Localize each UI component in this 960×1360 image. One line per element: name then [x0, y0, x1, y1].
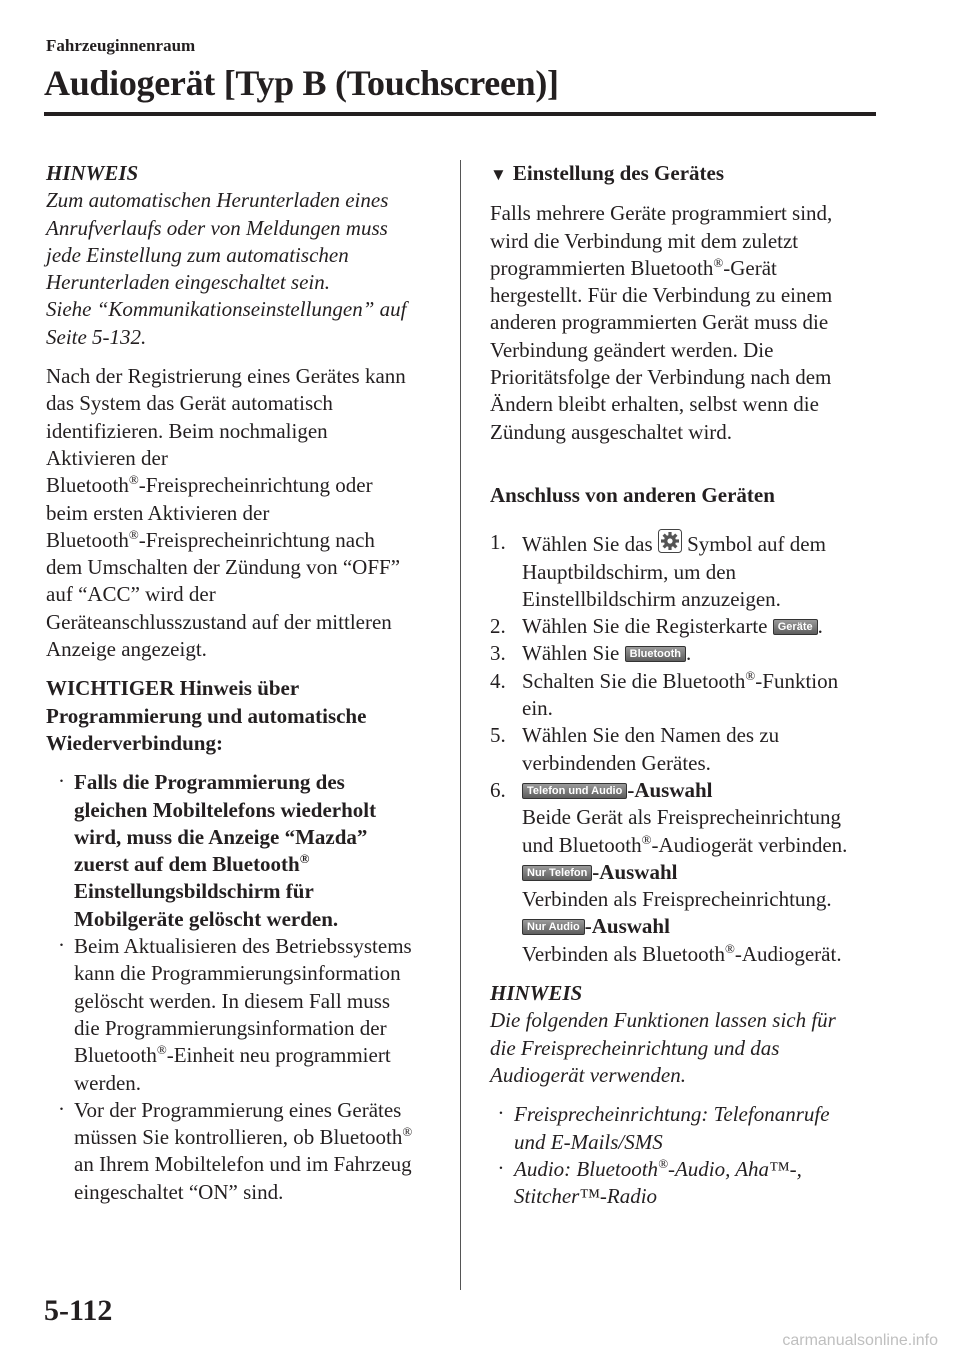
- important-heading: WICHTIGER Hinweis über Programmierung und automatische Wiederverbindung:: [46, 676, 367, 755]
- watermark: carmanualsonline.info: [782, 1332, 938, 1349]
- bullet-dot: ·: [58, 933, 65, 958]
- section-label: Fahrzeuginnenraum: [46, 36, 196, 55]
- text-line: beim ersten Aktivieren der: [46, 500, 270, 525]
- step-4: 4. Schalten Sie die Bluetooth®-Funktion ein.: [490, 667, 839, 721]
- step-3: 3. Wählen Sie Bluetooth .: [490, 641, 692, 666]
- telefon-und-audio-button: Telefon und Audio: [522, 783, 627, 799]
- step-2: 2. Wählen Sie die Registerkarte Geräte .: [490, 614, 823, 639]
- note-heading: HINWEIS: [490, 981, 583, 1006]
- note-line: jede Einstellung zum automatischen: [46, 242, 349, 267]
- text-line: das System das Gerät automatisch: [46, 391, 333, 416]
- page-number: 5-112: [44, 1294, 113, 1327]
- text-line: Geräteanschlusszustand auf der mittleren: [46, 609, 392, 634]
- note-line: Siehe “Kommunikationseinstellungen” auf: [46, 297, 407, 322]
- triangle-marker-icon: ▼: [490, 165, 507, 184]
- right-column: [490, 160, 890, 1210]
- bullet-dot: ·: [58, 1096, 65, 1121]
- step-1: 1. Wählen Sie das Symbol auf dem Hauptbildschirm, um den Einstellbildschirm anzuzeigen.: [490, 530, 826, 611]
- page-title: Audiogerät [Typ B (Touchscreen)]: [44, 63, 559, 103]
- bullet-item: · Audio: Bluetooth®-Audio, Aha™-, Stitcher™-Radio: [498, 1155, 802, 1209]
- title-rule: [44, 112, 876, 116]
- note-line: Herunterladen eingeschaltet sein.: [46, 270, 331, 295]
- text-line: dem Umschalten der Zündung von “OFF”: [46, 555, 401, 580]
- text-line: identifizieren. Beim nochmaligen: [46, 418, 328, 443]
- bullet-item: · Beim Aktualisieren des Betriebssystems kann die Programmierungsinformation gelöscht werden. In diesem Fall muss die Programmierungsinformation der Bluetooth®-Einheit neu programmiert werden.: [58, 933, 412, 1095]
- step-5: 5. Wählen Sie den Namen des zu verbindenden Gerätes.: [490, 723, 780, 775]
- settings-gear-icon: [658, 529, 682, 553]
- geraete-tab-button: Geräte: [773, 619, 818, 635]
- note-line: Zum automatischen Herunterladen eines: [46, 188, 389, 213]
- text-line: Bluetooth®-Freisprecheinrichtung oder: [46, 472, 373, 498]
- text-line: auf “ACC” wird der: [46, 582, 216, 607]
- bullet-dot: ·: [58, 769, 65, 794]
- text-line: Nach der Registrierung eines Gerätes kann: [46, 364, 406, 389]
- bullet-dot: ·: [498, 1155, 504, 1180]
- left-column: [46, 160, 446, 1206]
- nur-audio-button: Nur Audio: [522, 919, 585, 935]
- column-divider: [460, 160, 461, 1290]
- bullet-dot: ·: [498, 1101, 504, 1126]
- paragraph-registration: [46, 363, 446, 663]
- note-line: Seite 5-132.: [46, 324, 147, 349]
- sub-heading: Anschluss von anderen Geräten: [490, 482, 775, 507]
- text-line: Aktivieren der: [46, 445, 168, 470]
- note-line: Anrufverlaufs oder von Meldungen muss: [46, 215, 388, 240]
- bluetooth-button: Bluetooth: [625, 646, 686, 662]
- bullet-item: · Vor der Programmierung eines Gerätes müssen Sie kontrollieren, ob Bluetooth® an Ihrem Mobiltelefon und im Fahrzeug eingeschaltet “ON” sind.: [58, 1096, 413, 1204]
- section-heading: ▼ Einstellung des Gerätes: [490, 161, 724, 185]
- note-heading: HINWEIS: [46, 161, 139, 185]
- paragraph-priority: Falls mehrere Geräte programmiert sind, wird die Verbindung mit dem zuletzt programmierten Bluetooth®-Gerät hergestellt. Für die Verbindung zu einem anderen programmierten Gerät muss die Verbindung geändert werden. Die Prioritätsfolge der Verbindung nach dem Ändern bleibt erhalten, selbst wenn die Zündung ausgeschaltet wird.: [490, 201, 833, 444]
- text-line: Anzeige angezeigt.: [46, 637, 207, 662]
- bullet-item: · Freisprecheinrichtung: Telefonanrufe und E-Mails/SMS: [498, 1101, 830, 1154]
- note-body: Die folgenden Funktionen lassen sich für die Freisprecheinrichtung und das Audiogerät verwenden.: [490, 1008, 836, 1087]
- step-6: 6. Telefon und Audio -Auswahl Beide Gerät als Freisprecheinrichtung und Bluetooth®-Audiogerät verbinden. Nur Telefon -Auswahl Verbinden als Freisprecheinrichtung. Nur Audio -Auswahl Verbinden als Bluetooth®-Audiogerät.: [490, 777, 848, 966]
- nur-telefon-button: Nur Telefon: [522, 865, 592, 881]
- text-line: Bluetooth®-Freisprecheinrichtung nach: [46, 526, 375, 552]
- bullet-item: · Falls die Programmierung des gleichen Mobiltelefons wiederholt wird, muss die Anzeige “Mazda” zuerst auf dem Bluetooth® Einstellungsbildschirm für Mobilgeräte gelöscht werden.: [58, 769, 377, 931]
- note-body: [46, 187, 446, 351]
